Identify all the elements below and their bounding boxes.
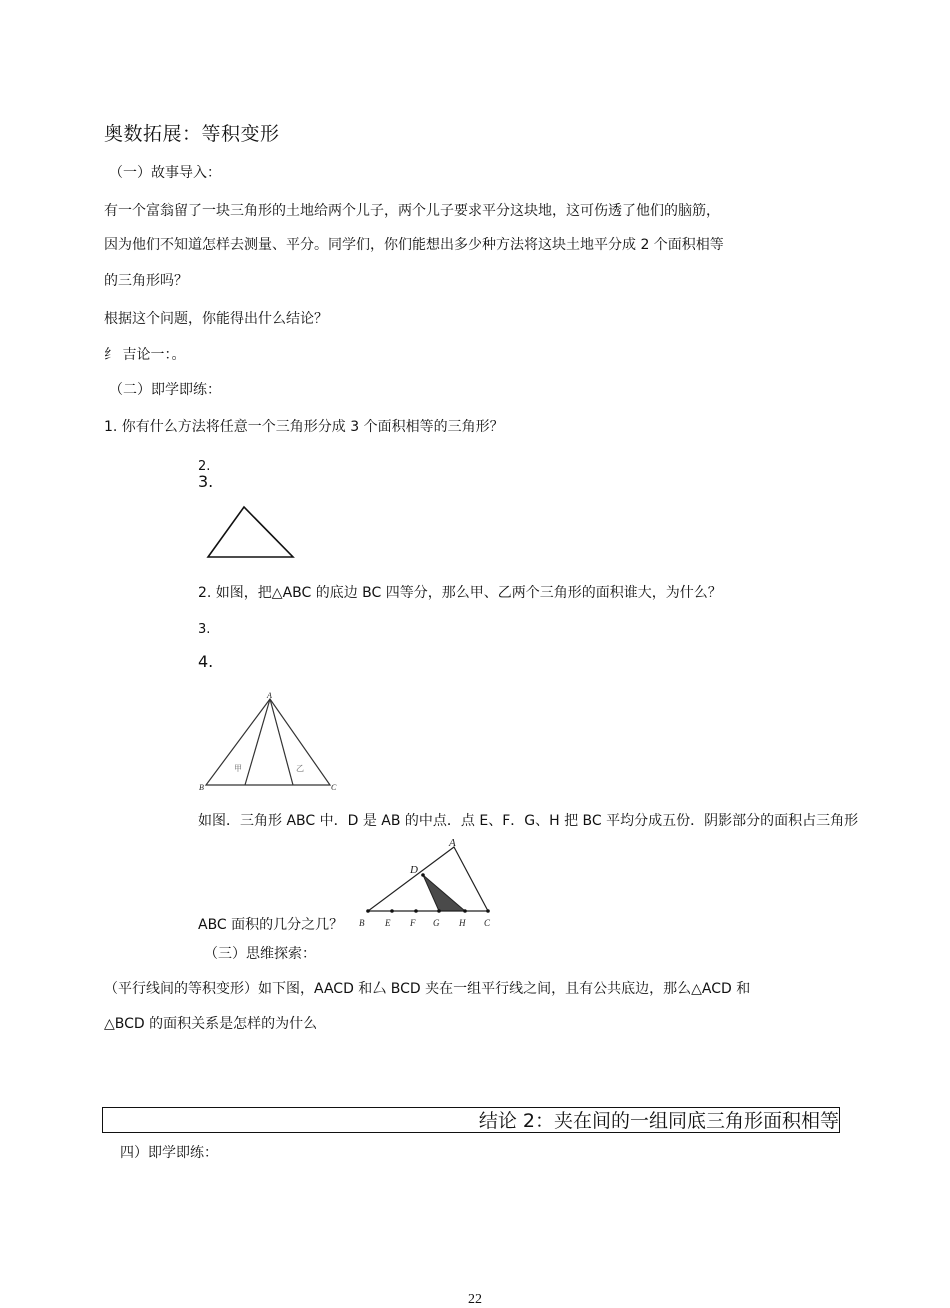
point-h	[463, 909, 467, 913]
point-c	[486, 909, 490, 913]
label-b: B	[199, 783, 204, 792]
exercise-3-line-1: 如图．三角形 ABC 中．D 是 AB 的中点．点 E、F．G、H 把 BC 平均分成五份．阴影部分的面积占三角形	[198, 813, 859, 829]
label-b: B	[359, 918, 365, 928]
explore-text-line-1: （平行线间的等积变形）如下图，AACD 和厶 BCD 夹在一组平行线之间，且有公共底边，那么△ACD 和	[104, 981, 751, 997]
label-c: C	[331, 783, 337, 792]
section-heading-1: （一）故事导入：	[109, 165, 221, 181]
exercise-1: 1. 你有什么方法将任意一个三角形分成 3 个面积相等的三角形？	[104, 419, 504, 435]
label-e: E	[385, 918, 391, 928]
section-heading-4: 四）即学即练：	[120, 1145, 218, 1161]
story-text-line-1: 有一个富翁留了一块三角形的土地给两个儿子，两个儿子要求平分这块地，这可伤透了他们的脑筋，	[104, 203, 720, 219]
label-g: G	[433, 918, 440, 928]
plain-triangle-figure	[200, 500, 300, 564]
story-text-line-3: 的三角形吗？	[104, 273, 188, 289]
label-a: A	[449, 837, 456, 849]
question-text: 根据这个问题，你能得出什么结论？	[104, 311, 328, 327]
label-f: F	[410, 918, 416, 928]
story-text-line-2: 因为他们不知道怎样去测量、平分。同学们，你们能想出多少种方法将这块土地平分成 2 个面积相等	[104, 237, 724, 253]
segment-a-to-base-1	[245, 699, 270, 785]
page-title: 奥数拓展：等积变形	[104, 123, 280, 145]
triangle-abc	[206, 699, 330, 785]
exercise-3-line-2: ABC 面积的几分之几？	[198, 917, 344, 933]
label-a: A	[267, 691, 272, 700]
segment-a-to-base-2	[270, 699, 293, 785]
label-d: D	[410, 864, 418, 876]
conclusion-1: 纟 吉论一：。	[104, 347, 186, 363]
point-b	[366, 909, 370, 913]
section-heading-3: （三）思维探索：	[204, 946, 316, 962]
triangle-shape	[208, 507, 293, 557]
item-number-3b: 3.	[198, 622, 211, 637]
point-f	[414, 909, 418, 913]
point-d	[421, 873, 425, 877]
label-yi: 乙	[296, 764, 304, 773]
label-c: C	[484, 918, 491, 928]
label-h: H	[459, 918, 466, 928]
item-number-2a: 2.	[198, 459, 211, 474]
page-number: 22	[468, 1292, 482, 1307]
item-number-3a: 3.	[198, 472, 214, 491]
conclusion-2: 结论 2：夹在间的一组同底三角形面积相等	[478, 1110, 839, 1132]
item-number-4: 4.	[198, 652, 214, 671]
exercise-2: 2. 如图，把△ABC 的底边 BC 四等分，那么甲、乙两个三角形的面积谁大，为什么？	[198, 585, 722, 601]
triangle-abc-divided-figure	[198, 690, 338, 794]
section-heading-2: （二）即学即练：	[109, 382, 221, 398]
triangle-shaded-figure	[355, 836, 500, 932]
explore-text-line-2: △BCD 的面积关系是怎样的为什么	[104, 1016, 318, 1032]
point-g	[437, 909, 441, 913]
point-e	[390, 909, 394, 913]
label-jia: 甲	[234, 764, 242, 773]
conclusion-2-box	[102, 1107, 840, 1133]
